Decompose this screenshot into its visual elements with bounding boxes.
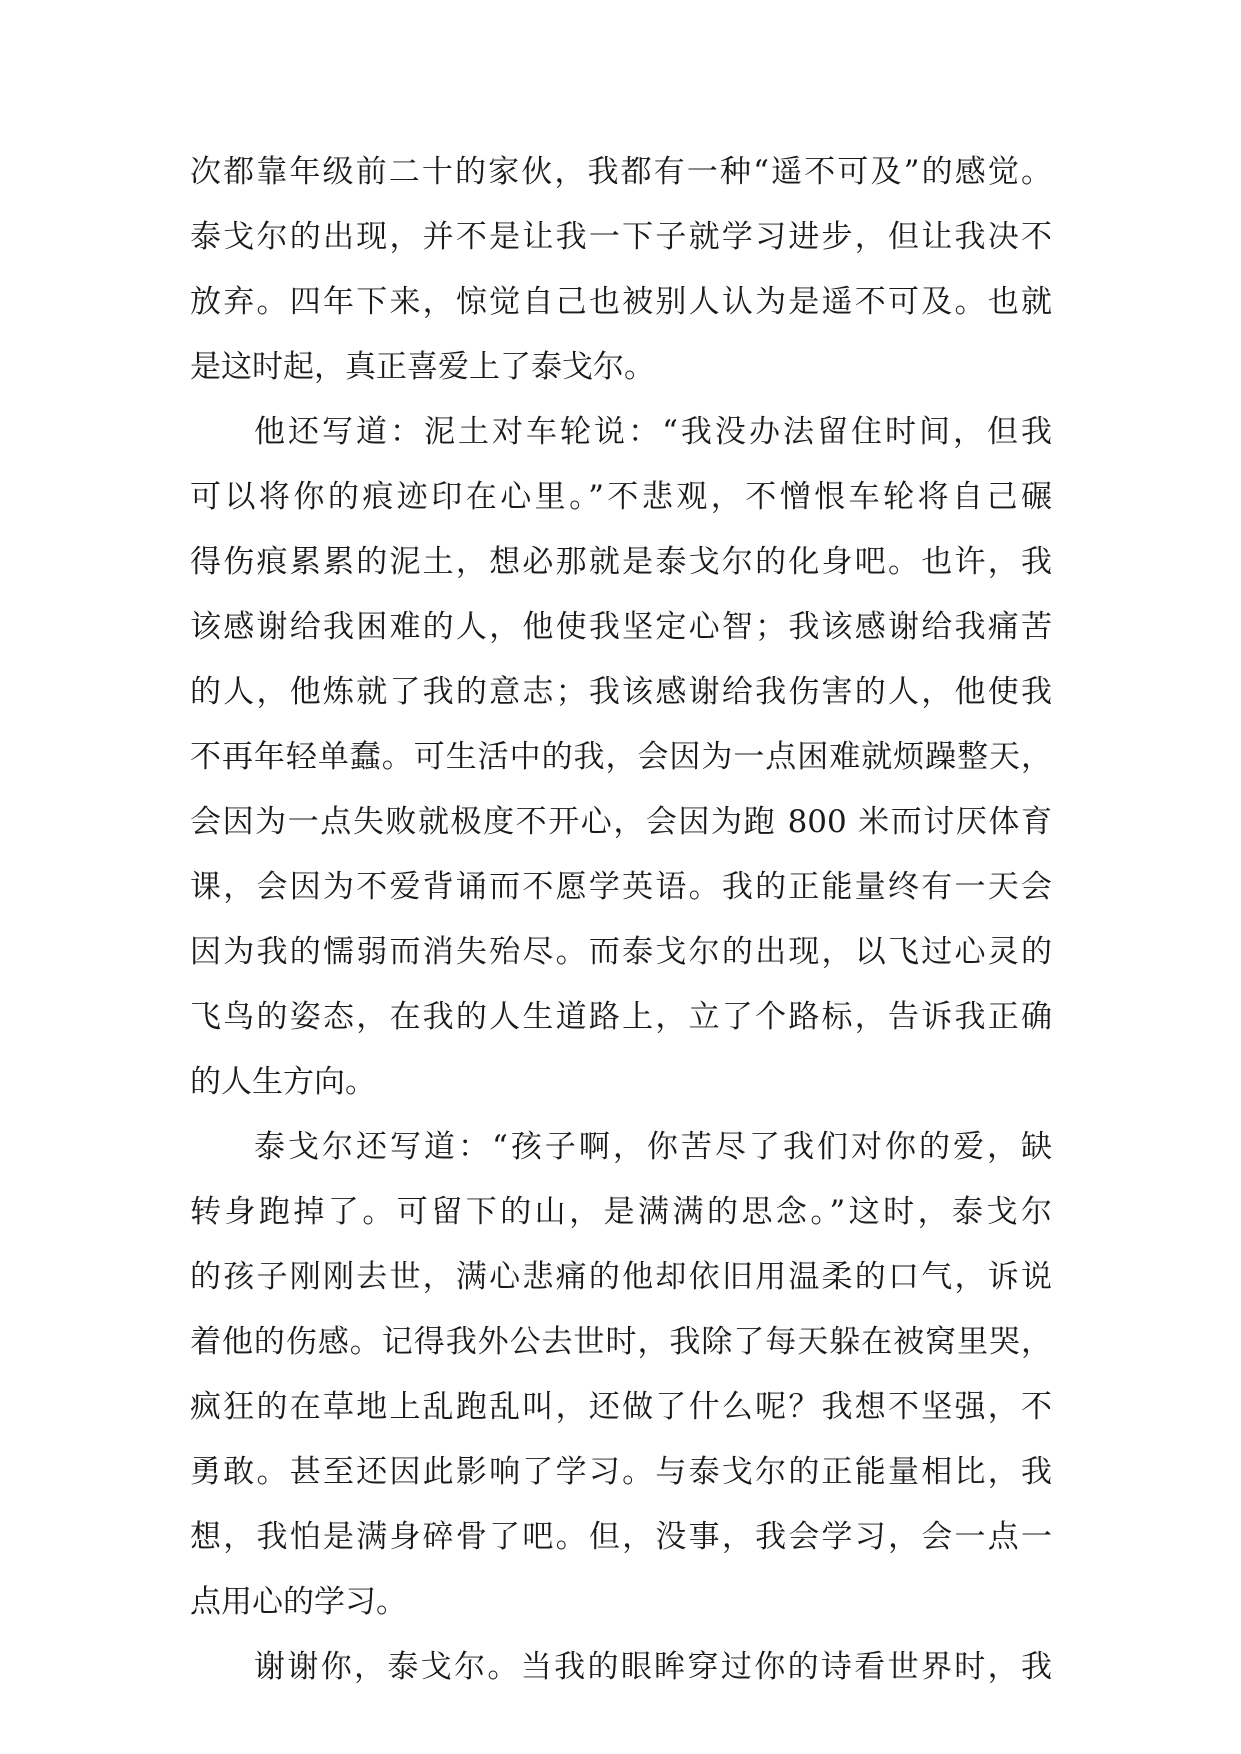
text-line: 转身跑掉了。可留下的山，是满满的思念。”这时，泰戈尔 <box>190 1194 1052 1230</box>
text-line: 飞鸟的姿态，在我的人生道路上，立了个路标，告诉我正确 <box>190 999 1052 1035</box>
text-line: 的人，他炼就了我的意志；我该感谢给我伤害的人，他使我 <box>190 674 1052 710</box>
text-line: 该感谢给我困难的人，他使我坚定心智；我该感谢给我痛苦 <box>190 609 1052 645</box>
text-line: 想，我怕是满身碎骨了吧。但，没事，我会学习，会一点一 <box>190 1519 1052 1555</box>
text-line: 因为我的懦弱而消失殆尽。而泰戈尔的出现，以飞过心灵的 <box>190 934 1052 970</box>
text-line: 次都靠年级前二十的家伙，我都有一种“遥不可及”的感觉。 <box>190 154 1052 190</box>
text-line: 得伤痕累累的泥土，想必那就是泰戈尔的化身吧。也许，我 <box>190 544 1052 580</box>
text-line: 可以将你的痕迹印在心里。”不悲观，不憎恨车轮将自己碾 <box>190 479 1052 515</box>
text-line: 疯狂的在草地上乱跑乱叫，还做了什么呢？我想不坚强，不 <box>190 1389 1052 1425</box>
paragraph-first-line: 泰戈尔还写道：“孩子啊，你苦尽了我们对你的爱，缺 <box>254 1129 1052 1165</box>
text-line: 勇敢。甚至还因此影响了学习。与泰戈尔的正能量相比，我 <box>190 1454 1052 1490</box>
document-body <box>190 140 1052 1700</box>
text-line: 的孩子刚刚去世，满心悲痛的他却依旧用温柔的口气，诉说 <box>190 1259 1052 1295</box>
text-line: 点用心的学习。 <box>190 1584 407 1620</box>
paragraph-first-line: 他还写道：泥土对车轮说：“我没办法留住时间，但我 <box>254 414 1052 450</box>
text-line: 是这时起，真正喜爱上了泰戈尔。 <box>190 349 655 385</box>
paragraph-first-line: 谢谢你，泰戈尔。当我的眼眸穿过你的诗看世界时，我 <box>254 1649 1052 1685</box>
text-line: 泰戈尔的出现，并不是让我一下子就学习进步，但让我决不 <box>190 219 1052 255</box>
text-line: 放弃。四年下来，惊觉自己也被别人认为是遥不可及。也就 <box>190 284 1052 320</box>
text-line: 的人生方向。 <box>190 1064 376 1100</box>
text-line: 着他的伤感。记得我外公去世时，我除了每天躲在被窝里哭， <box>190 1324 1052 1360</box>
text-line: 课，会因为不爱背诵而不愿学英语。我的正能量终有一天会 <box>190 869 1052 905</box>
text-line: 不再年轻单蠢。可生活中的我，会因为一点困难就烦躁整天， <box>190 739 1052 775</box>
text-line: 会因为一点失败就极度不开心，会因为跑 800 米而讨厌体育 <box>190 804 1052 840</box>
